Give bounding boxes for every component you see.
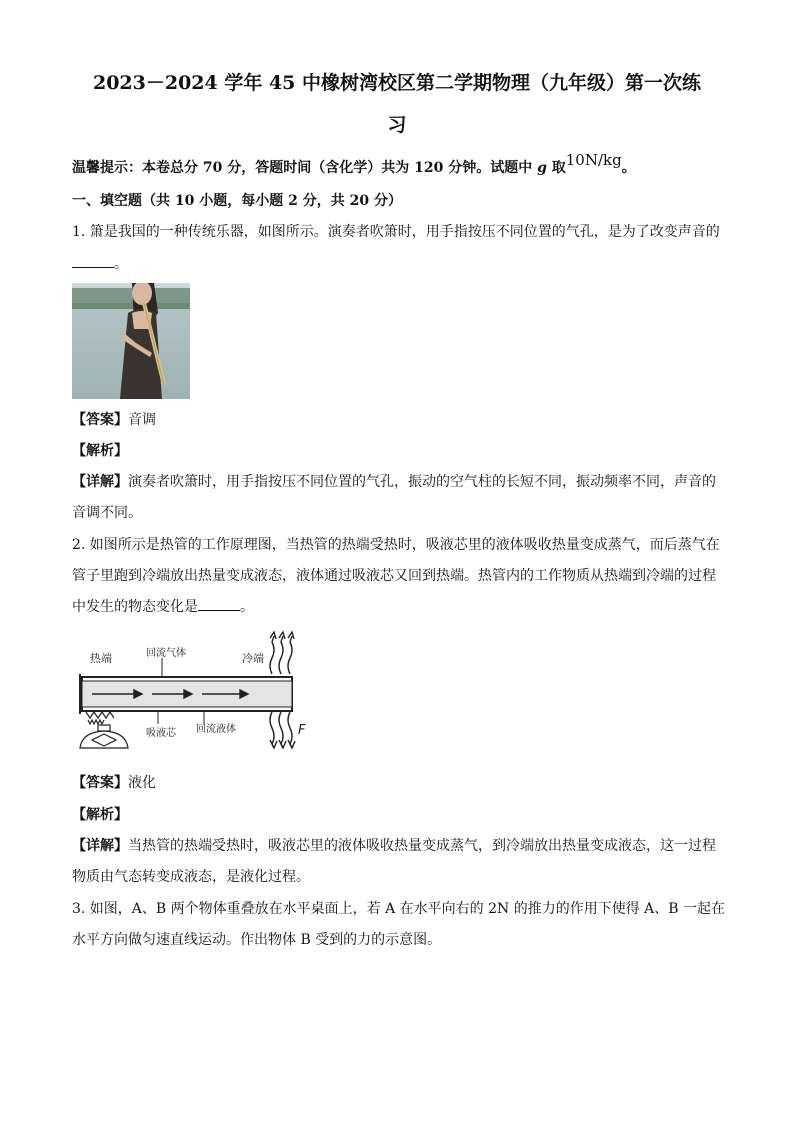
q1-detail-tag: 【详解】 <box>72 474 128 490</box>
q1-analysis <box>72 440 128 462</box>
burner-icon <box>80 712 128 748</box>
q2-text3-prefix: 中发生的物态变化是 <box>72 599 198 615</box>
q1-detail-line1 <box>72 471 716 493</box>
q1-answer <box>72 409 156 431</box>
q2-answer-blank <box>198 597 240 611</box>
q2-detail-line2: 物质由气态转变成液态，是液化过程。 <box>72 869 310 885</box>
label-return-gas: 回流气体 <box>146 648 186 659</box>
q3-text-line1: 3. 如图，A、B 两个物体重叠放在水平桌面上，若 A 在水平向右的 2N 的推力的作用下使得 A、B 一起在 <box>72 901 726 917</box>
label-wick: 吸液芯 <box>146 728 176 739</box>
q2-detail-tag: 【详解】 <box>72 838 128 854</box>
q2-text3-suffix: 。 <box>240 599 254 615</box>
notice-prefix: 温馨提示：本卷总分 70 分，答题时间（含化学）共为 120 分钟。试题中 <box>72 160 538 176</box>
q3-text-line2: 水平方向做匀速直线运动。作出物体 B 受到的力的示意图。 <box>72 932 442 948</box>
notice-mid: 取 <box>546 160 566 176</box>
label-cold-end: 冷端 <box>242 652 264 665</box>
q2-answer-tag: 【答案】 <box>72 775 128 791</box>
q2-detail-line1 <box>72 835 716 857</box>
q2-text-line3 <box>72 596 254 618</box>
q1-text-line2 <box>72 253 128 275</box>
notice-unit: 10N/kg <box>565 151 622 169</box>
document-title-line2: 习 <box>387 114 407 136</box>
q1-answer-tag: 【答案】 <box>72 412 128 428</box>
q1-text-line1: 1. 箫是我国的一种传统乐器，如图所示。演奏者吹箫时，用手指按压不同位置的气孔，是为了改变声音的 <box>72 224 720 240</box>
section-heading: 一、填空题（共 10 小题，每小题 2 分，共 20 分） <box>72 193 402 209</box>
label-return-liquid: 回流液体 <box>196 724 236 735</box>
q2-answer-text: 液化 <box>128 775 156 791</box>
exam-notice <box>72 151 636 179</box>
q1-analysis-tag: 【解析】 <box>72 443 128 459</box>
q2-text-line1: 2. 如图所示是热管的工作原理图，当热管的热端受热时，吸液芯里的液体吸收热量变成蒸气，而后蒸气在 <box>72 537 720 553</box>
q2-text-line2: 管子里跑到冷端放出热量变成液态，液体通过吸液芯又回到热端。热管内的工作物质从热端到冷端的过程 <box>72 568 716 584</box>
q1-text-suffix: 。 <box>114 256 128 272</box>
q2-detail-text1: 当热管的热端受热时，吸液芯里的液体吸收热量变成蒸气，到冷端放出热量变成液态，这一过程 <box>128 838 716 854</box>
q2-analysis-tag: 【解析】 <box>72 807 128 823</box>
q2-answer <box>72 772 156 794</box>
notice-g: g <box>537 160 547 176</box>
notice-suffix: 。 <box>621 160 636 176</box>
heat-pipe-diagram <box>72 628 312 752</box>
document-title-line1: 2023－2024 学年 45 中橡树湾校区第二学期物理（九年级）第一次练 <box>92 72 702 94</box>
q1-detail-text1: 演奏者吹箫时，用手指按压不同位置的气孔，振动的空气柱的长短不同，振动频率不同，声音的 <box>128 474 716 490</box>
label-force: F <box>298 723 306 738</box>
xiao-player-photo <box>72 283 190 399</box>
q1-answer-blank <box>72 254 114 268</box>
q1-answer-text: 音调 <box>128 412 156 428</box>
q1-detail-line2: 音调不同。 <box>72 505 142 521</box>
q2-analysis <box>72 804 128 826</box>
label-hot-end: 热端 <box>90 652 112 665</box>
